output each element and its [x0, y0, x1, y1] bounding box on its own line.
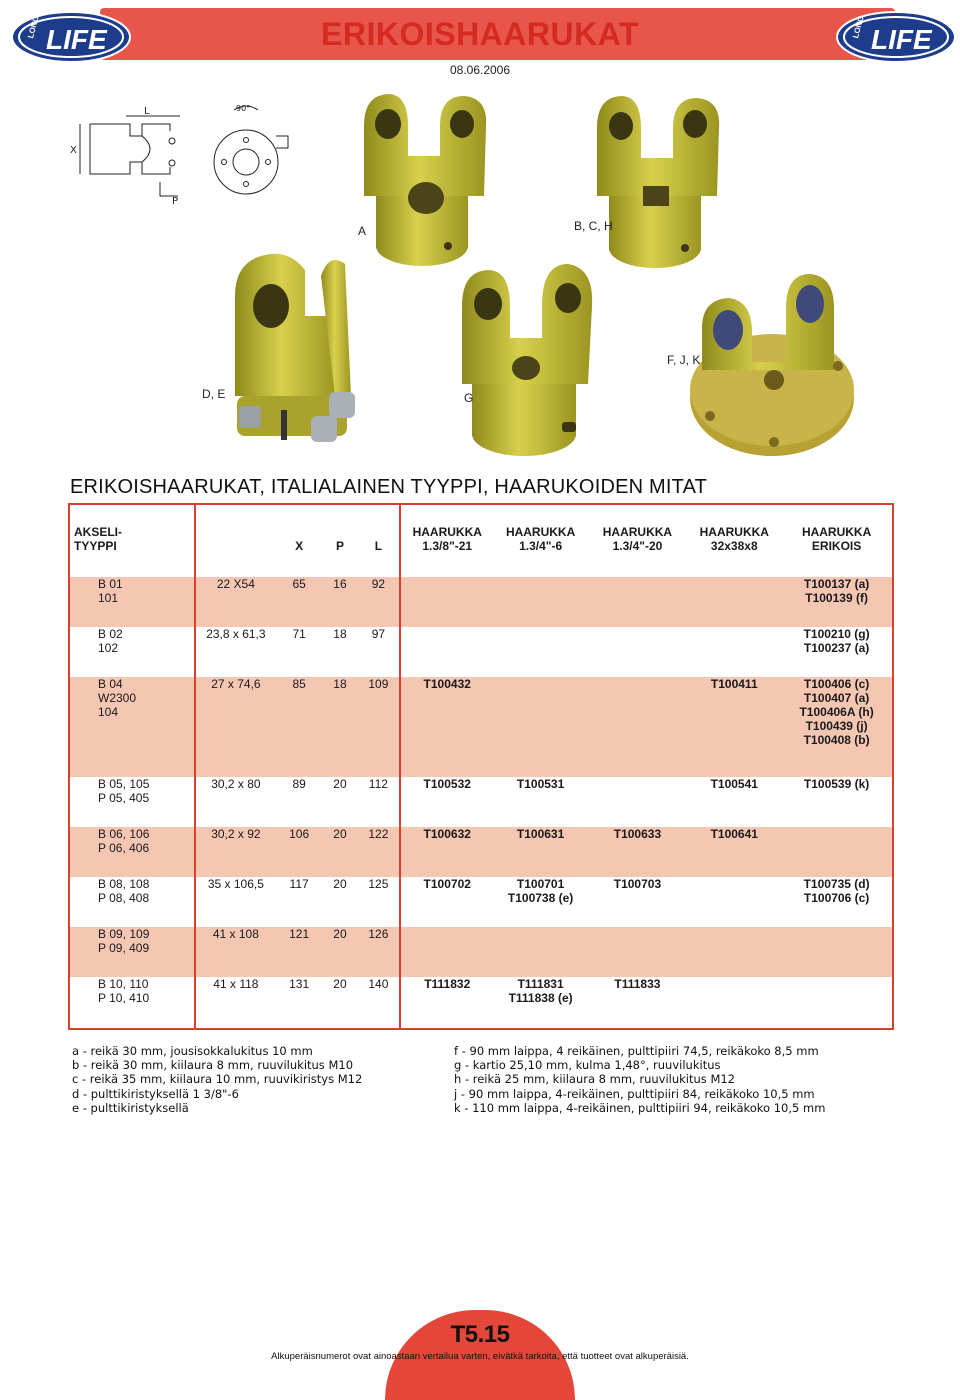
note-k: k - 110 mm laippa, 4-reikäinen, pulttipiiri 94, reikäkoko 10,5 mm	[454, 1100, 826, 1115]
cell-h3	[588, 627, 688, 677]
cell-x: 35 x 106,5	[207, 877, 264, 891]
table-row	[69, 927, 893, 977]
cell-p: 131	[289, 977, 310, 991]
table-row	[69, 777, 893, 827]
cell-l: 20	[333, 827, 347, 841]
table-row	[69, 677, 893, 777]
note-d: d - pulttikiristyksellä 1 3/8"-6	[72, 1086, 239, 1101]
header-h5: HAARUKKA ERIKOIS	[801, 525, 872, 553]
cell-ll: 97	[358, 627, 400, 677]
cell-p: 85	[292, 677, 306, 691]
cell-l: 20	[333, 877, 347, 891]
header-p: P	[335, 539, 344, 553]
footer-disclaimer: Alkuperäisnumerot ovat ainoastaan vertailua varten, eivätkä tarkoita, että tuotteet ovat alkuperäisiä.	[271, 1351, 689, 1362]
logo-text: LIFE	[871, 24, 932, 55]
cell-ll: 126	[358, 927, 400, 977]
cell-shaft-type: B 01 101	[69, 577, 195, 627]
cell-p: 65	[292, 577, 306, 591]
cell-shaft-type: B 08, 108 P 08, 408	[69, 877, 195, 927]
cell-h4	[687, 927, 781, 977]
cell-h1: T100632	[423, 827, 471, 841]
cell-ll: 122	[358, 827, 400, 877]
header-h1: HAARUKKA 1.3/8"-21	[412, 525, 482, 553]
note-f: f - 90 mm laippa, 4 reikäinen, pulttipiiri 74,5, reikäkoko 8,5 mm	[454, 1044, 819, 1058]
cell-h2	[494, 927, 588, 977]
section-title: ERIKOISHAARUKAT, ITALIALAINEN TYYPPI, HAARUKOIDEN MITAT	[70, 476, 708, 498]
cell-l: 20	[333, 927, 347, 941]
cell-h2: T100631	[516, 827, 565, 841]
cell-shaft-type: B 09, 109 P 09, 409	[69, 927, 195, 977]
logo-text: LIFE	[46, 24, 107, 55]
cell-h2	[494, 577, 588, 627]
cell-x: 22 X54	[216, 577, 255, 591]
note-g: g - kartio 25,10 mm, kulma 1,48°, ruuvilukitus	[454, 1058, 721, 1073]
cell-l: 18	[333, 627, 347, 641]
page-title: ERIKOISHAARUKAT	[320, 16, 639, 52]
cell-h2: T111831 T111838 (e)	[508, 977, 573, 1005]
cell-ll: 140	[358, 977, 400, 1029]
note-j: j - 90 mm laippa, 4-reikäinen, pulttipiiri 84, reikäkoko 10,5 mm	[454, 1086, 815, 1101]
long-life-logo-right	[835, 10, 957, 64]
photo-label-fjk: F, J, K	[667, 353, 701, 367]
cell-x: 30,2 x 92	[211, 827, 261, 841]
cell-ll: 125	[358, 877, 400, 927]
cell-x: 27 x 74,6	[211, 677, 261, 691]
cell-h5: T100735 (d) T100706 (c)	[803, 877, 870, 905]
cell-h1	[400, 627, 494, 677]
table-row	[69, 577, 893, 627]
cell-l: 16	[333, 577, 347, 591]
cell-h1	[400, 927, 494, 977]
diagram-label-angle: 90°	[236, 104, 251, 113]
cell-h1: T100432	[423, 677, 471, 691]
photo-label-a: A	[358, 224, 367, 238]
long-life-logo-left	[10, 10, 132, 64]
table-row	[69, 877, 893, 927]
cell-p: 121	[289, 927, 310, 941]
photo-label-bch: B, C, H	[574, 219, 613, 233]
cell-l: 20	[333, 977, 347, 991]
table-row	[69, 627, 893, 677]
photo-label-de: D, E	[202, 387, 226, 401]
note-b: b - reikä 30 mm, kiilaura 8 mm, ruuvilukitus M10	[72, 1058, 354, 1073]
table-row	[69, 977, 893, 1029]
cell-h5	[781, 827, 893, 877]
cell-h2: T100701 T100738 (e)	[507, 877, 574, 905]
cell-h4: T100541	[710, 777, 758, 791]
cell-h2: T100531	[516, 777, 565, 791]
cell-h1: T100532	[423, 777, 471, 791]
yoke-dimension-diagram	[60, 96, 210, 212]
cell-h3	[588, 927, 688, 977]
notes-right	[454, 1044, 894, 1115]
cell-ll: 92	[358, 577, 400, 627]
yoke-photo-de	[225, 246, 373, 458]
cell-x: 41 x 118	[213, 977, 259, 991]
cell-h5	[781, 927, 893, 977]
cell-h1: T111832	[424, 977, 471, 991]
cell-h1	[400, 577, 494, 627]
cell-x: 23,8 x 61,3	[206, 627, 266, 641]
table-row	[69, 827, 893, 877]
cell-h4	[687, 627, 781, 677]
cell-h3: T100633	[613, 827, 662, 841]
header-date: 08.06.2006	[449, 63, 511, 77]
cell-ll: 109	[358, 677, 400, 777]
cell-l: 20	[333, 777, 347, 791]
cell-p: 106	[289, 827, 310, 841]
cell-x: 30,2 x 80	[211, 777, 261, 791]
yoke-photo-g	[454, 252, 604, 462]
note-h: h - reikä 25 mm, kiilaura 8 mm, ruuvilukitus M12	[454, 1072, 736, 1087]
header-spacer	[195, 504, 277, 573]
cell-h3	[588, 577, 688, 627]
dimension-table	[68, 503, 894, 1030]
cell-ll: 112	[358, 777, 400, 827]
header-h3: HAARUKKA 1.3/4"-20	[602, 525, 673, 553]
cell-p: 71	[292, 627, 306, 641]
cell-h4	[687, 577, 781, 627]
header-type: AKSELI- TYYPPI	[69, 504, 195, 573]
flange-diagram	[204, 100, 304, 198]
header-x: X	[295, 539, 304, 553]
logo-small-text: LONG	[26, 14, 41, 40]
cell-h4	[687, 877, 781, 927]
cell-h2	[494, 677, 588, 777]
header-l: L	[358, 504, 400, 573]
diagram-label-x: X	[70, 145, 77, 156]
cell-h3	[588, 677, 688, 777]
yoke-photo-bch	[583, 88, 728, 274]
note-c: c - reikä 35 mm, kiilaura 10 mm, ruuvikiristys M12	[72, 1072, 363, 1087]
logo-small-text: LONG	[851, 14, 866, 40]
notes-left	[72, 1044, 442, 1115]
cell-h5: T100406 (c) T100407 (a) T100406A (h) T100439 (j) T100408 (b)	[799, 677, 874, 747]
cell-h5: T100210 (g) T100237 (a)	[803, 627, 870, 655]
cell-h2	[494, 627, 588, 677]
cell-h5: T100137 (a) T100139 (f)	[803, 577, 870, 605]
cell-h5: T100539 (k)	[803, 777, 870, 791]
cell-h5	[781, 977, 893, 1029]
cell-shaft-type: B 04 W2300 104	[69, 677, 195, 777]
cell-x: 41 x 108	[212, 927, 259, 941]
note-e: e - pulttikiristyksellä	[72, 1100, 189, 1115]
diagram-label-l: L	[144, 106, 150, 117]
cell-p: 89	[292, 777, 306, 791]
cell-p: 117	[289, 877, 309, 891]
header-h4: HAARUKKA 32x38x8	[699, 525, 769, 553]
cell-h4	[687, 977, 781, 1029]
photo-label-g: G	[464, 391, 474, 405]
cell-h3	[588, 777, 688, 827]
cell-l: 18	[333, 677, 347, 691]
cell-h3: T100703	[613, 877, 662, 891]
cell-h4: T100411	[710, 677, 758, 691]
cell-shaft-type: B 06, 106 P 06, 406	[69, 827, 195, 877]
cell-shaft-type: B 10, 110 P 10, 410	[69, 977, 195, 1029]
cell-shaft-type: B 02 102	[69, 627, 195, 677]
cell-h3: T111833	[614, 977, 661, 991]
note-a: a - reikä 30 mm, jousisokkalukitus 10 mm	[72, 1044, 313, 1058]
yoke-photo-fjk	[688, 262, 860, 462]
cell-shaft-type: B 05, 105 P 05, 405	[69, 777, 195, 827]
diagram-label-p: P	[172, 196, 179, 207]
cell-h4: T100641	[710, 827, 758, 841]
header-h2: HAARUKKA 1.3/4"-6	[505, 525, 576, 553]
cell-h1: T100702	[423, 877, 471, 891]
page-code: T5.15	[450, 1321, 510, 1348]
table-header-row	[69, 504, 893, 573]
